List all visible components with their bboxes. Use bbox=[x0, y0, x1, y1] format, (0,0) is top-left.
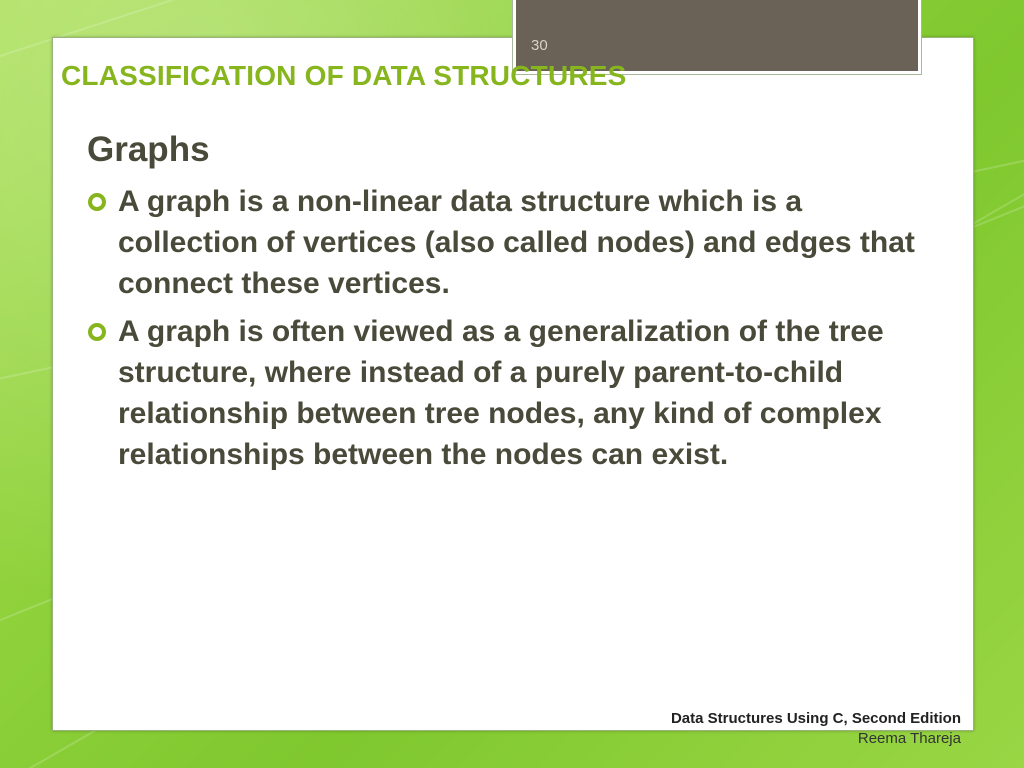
hollow-circle-bullet-icon bbox=[88, 193, 106, 211]
bullet-text: A graph is a non-linear data structure which is a collection of vertices (also called nodes) and edges that connect these vertices. bbox=[118, 185, 915, 300]
slide-title: CLASSIFICATION OF DATA STRUCTURES bbox=[61, 60, 627, 91]
bullet-item bbox=[88, 181, 948, 304]
bullet-text: A graph is often viewed as a generalization of the tree structure, where instead of a purely parent-to-child relationship between tree nodes, any kind of complex relationships between the nodes can exist. bbox=[118, 315, 884, 471]
slide-footer bbox=[671, 708, 961, 748]
slide-number: 30 bbox=[531, 37, 548, 54]
hollow-circle-bullet-icon bbox=[88, 323, 106, 341]
bullet-item bbox=[88, 311, 948, 475]
footer-author: Reema Thareja bbox=[857, 730, 961, 747]
section-heading: Graphs bbox=[87, 130, 210, 169]
footer-book-title: Data Structures Using C, Second Edition bbox=[670, 710, 961, 727]
bullet-list bbox=[88, 181, 948, 482]
